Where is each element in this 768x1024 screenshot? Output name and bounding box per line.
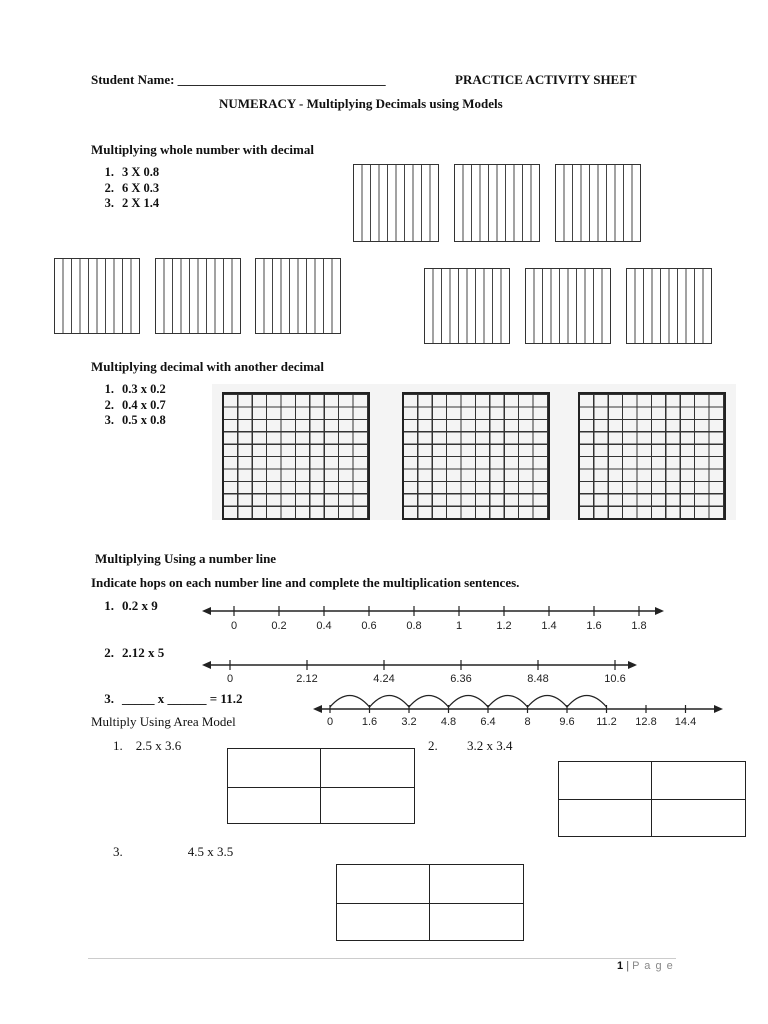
section-heading-decimal-decimal: Multiplying decimal with another decimal — [91, 359, 325, 374]
list-item: 1. 0.3 x 0.2 — [104, 382, 166, 396]
number-line-1-tick-label: 1 — [455, 620, 463, 632]
tenths-strip-model — [255, 258, 341, 334]
number-line-problem-2: 2. 2.12 x 5 — [104, 645, 165, 660]
number-line-1-tick-label: 1.4 — [541, 620, 557, 632]
number-line-1-tick-label: 1.8 — [631, 620, 647, 632]
whole-decimal-problem-list — [91, 165, 159, 212]
decimal-decimal-problem-list — [91, 382, 166, 429]
hop-arc — [330, 696, 370, 708]
number-line-3-tick-label: 9.6 — [559, 716, 575, 728]
number-line-3-tick-label: 12.8 — [635, 716, 657, 728]
section-heading-area-model: Multiply Using Area Model — [91, 714, 236, 729]
area-problem-2: 2. 3.2 x 3.4 — [428, 738, 513, 753]
number-line-2-tick-label: 6.36 — [450, 673, 472, 685]
tenths-strip-model — [353, 164, 439, 242]
number-line-problem-3: 3. _____ x ______ = 11.2 — [104, 691, 243, 706]
number-line-2-tick-label: 0 — [226, 673, 234, 685]
number-line-3-tick-label: 6.4 — [480, 716, 496, 728]
number-line-3-tick-label: 1.6 — [361, 716, 378, 728]
tenths-strip-model — [54, 258, 140, 334]
list-item: 3. 2 X 1.4 — [104, 196, 160, 210]
number-line-3-tick-label: 8 — [524, 716, 531, 728]
hundredths-grid-model — [402, 392, 550, 520]
number-line-2-tick-label: 10.6 — [604, 673, 626, 685]
section-heading-whole-decimal: Multiplying whole number with decimal — [91, 142, 314, 157]
number-line-1-tick-label: 0.2 — [271, 620, 287, 632]
tenths-strip-model — [555, 164, 641, 242]
tenths-strip-model — [626, 268, 712, 344]
number-line-instruction: Indicate hops on each number line and complete the multiplication sentences. — [91, 575, 520, 590]
number-line-2 — [200, 655, 640, 689]
area-problem-3: 3. 4.5 x 3.5 — [113, 844, 234, 859]
number-line-1-tick-label: 1.6 — [586, 620, 602, 632]
number-line-3-tick-label: 14.4 — [674, 716, 697, 728]
page-subtitle: NUMERACY - Multiplying Decimals using Models — [219, 96, 503, 111]
number-line-1-tick-label: 0 — [230, 620, 238, 632]
list-item: 2. 0.4 x 0.7 — [104, 397, 166, 412]
footer-divider — [88, 958, 676, 959]
number-line-1-tick-label: 1.2 — [496, 620, 512, 632]
hop-arc — [528, 696, 568, 708]
number-line-3-tick-label: 3.2 — [401, 716, 417, 728]
number-line-2-tick-label: 2.12 — [296, 673, 318, 685]
tenths-strip-model — [155, 258, 241, 334]
number-line-1-tick-label: 0.6 — [361, 620, 377, 632]
section-heading-number-line: Multiplying Using a number line — [95, 551, 277, 566]
tenths-strip-model — [424, 268, 510, 344]
number-line-3-tick-label: 0 — [326, 716, 334, 728]
number-line-1-tick-label: 0.4 — [316, 620, 332, 632]
list-item: 2. 6 X 0.3 — [104, 180, 160, 195]
number-line-3 — [312, 690, 724, 730]
hop-arc — [567, 696, 607, 708]
tenths-strip-model — [454, 164, 540, 242]
number-line-problem-1: 1. 0.2 x 9 — [104, 598, 158, 613]
list-item: 1. 3 X 0.8 — [104, 165, 160, 179]
tenths-strip-model — [525, 268, 611, 344]
area-model-box-1[interactable] — [227, 748, 415, 824]
number-line-2-tick-label: 8.48 — [527, 673, 549, 685]
number-line-3-tick-label: 4.8 — [440, 716, 457, 728]
area-problem-1: 1. 2.5 x 3.6 — [113, 738, 182, 753]
sheet-title: PRACTICE ACTIVITY SHEET — [455, 72, 637, 87]
number-line-3-tick-label: 11.2 — [596, 716, 617, 728]
number-line-1 — [200, 600, 670, 636]
area-model-box-2[interactable] — [558, 761, 746, 837]
hundredths-grid-model — [222, 392, 370, 520]
hop-arc — [409, 696, 449, 708]
page-footer: 1 | P a g e — [617, 960, 674, 972]
hop-arc — [449, 696, 489, 708]
hop-arc — [488, 696, 528, 708]
area-model-box-3[interactable] — [336, 864, 524, 941]
number-line-1-tick-label: 0.8 — [406, 620, 422, 632]
hop-arc — [370, 696, 410, 708]
student-name-label: Student Name: ________________________________ — [91, 72, 386, 87]
list-item: 3. 0.5 x 0.8 — [104, 413, 166, 427]
number-line-2-tick-label: 4.24 — [373, 673, 395, 685]
hundredths-grid-model — [578, 392, 726, 520]
